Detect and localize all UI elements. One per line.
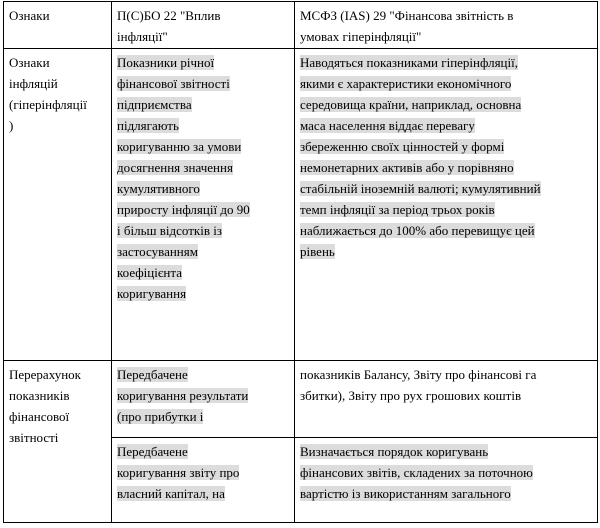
cell-text-line: Наводяться показниками гіперінфляції, [300, 55, 518, 70]
cell-text-line: приросту інфляції до 90 [117, 202, 250, 217]
cell-text-line: рівень [300, 244, 335, 259]
cell-text-line: якими є характеристики економічного [300, 76, 512, 91]
cell-text-line: коефіцієнта [117, 265, 182, 280]
cell-text-line: умовах гіперінфляції" [300, 29, 422, 44]
cell-text-line: МСФЗ (IAS) 29 "Фінансова звітність в [300, 8, 514, 23]
cell-text-line: маса населення віддає перевагу [300, 118, 475, 133]
cell-text-line: Перерахунок [9, 367, 81, 382]
cell-text-line: збитки), Звіту про рух грошових коштів [300, 388, 522, 403]
cell-text-line: показників [9, 388, 70, 403]
cell-text-line: інфляцій [9, 76, 58, 91]
cell-psbo-inflation-conditions [112, 49, 295, 361]
table-row [4, 49, 598, 361]
table-header-row [4, 2, 598, 49]
cell-text-line: підлягають [117, 118, 179, 133]
cell-text-line: немонетарних активів або у порівняно [300, 160, 514, 175]
cell-text-line: підприємства [117, 97, 192, 112]
cell-ias-adjustment-procedure [295, 438, 598, 523]
cell-text-line: інфляції" [117, 29, 168, 44]
cell-text-line: досягнення значення [117, 160, 233, 175]
cell-text-line: Передбачене [117, 444, 188, 459]
cell-text-line: Передбачене [117, 367, 188, 382]
cell-ias-hyperinflation-indicators [295, 49, 598, 361]
cell-text-line: темп інфляції за період трьох років [300, 202, 495, 217]
cell-text-line: кумулятивного [117, 181, 200, 196]
cell-text-line: Показники річної [117, 55, 215, 70]
cell-text-line: власний капітал, на [117, 486, 225, 501]
header-cell-signs [4, 2, 112, 49]
cell-text-line: показників Балансу, Звіту про фінансові га [300, 367, 537, 382]
cell-text-line: коригування звіту про [117, 465, 240, 480]
cell-text-line: фінансової звітності [117, 76, 230, 91]
cell-text-line: коригування [117, 286, 187, 301]
cell-restatement-label [4, 361, 112, 523]
cell-text-line: середовища країни, наприклад, основна [300, 97, 522, 112]
cell-text-line: ) [9, 118, 14, 133]
header-cell-psbo22 [112, 2, 295, 49]
cell-text-line: фінансової [9, 409, 70, 424]
cell-ias-balance-statements [295, 361, 598, 438]
cell-text-line: (гіперінфляції [9, 97, 87, 112]
cell-text-line: і більш відсотків із [117, 223, 222, 238]
cell-inflation-signs [4, 49, 112, 361]
cell-text-line: збереженню своїх цінностей у формі [300, 139, 505, 154]
cell-text-line: стабільній іноземній валюті; кумулятивний [300, 181, 541, 196]
table-row [4, 361, 598, 438]
cell-psbo-results-adjustment [112, 361, 295, 438]
cell-text-line: вартістю із використанням загального [300, 486, 511, 501]
cell-text-line: коригування результати [117, 388, 249, 403]
cell-text-line: застосуванням [117, 244, 198, 259]
cell-text-line: П(С)БО 22 "Вплив [117, 8, 221, 23]
comparison-table [3, 1, 598, 523]
cell-text-line: Ознаки [9, 8, 50, 23]
cell-text-line: наближається до 100% або перевищує цей [300, 223, 535, 238]
cell-text-line: фінансових звітів, складених за поточною [300, 465, 533, 480]
header-cell-ias29 [295, 2, 598, 49]
cell-text-line: звітності [9, 430, 59, 445]
cell-text-line: Визначається порядок коригувань [300, 444, 489, 459]
cell-text-line: (про прибутки і [117, 409, 204, 424]
cell-psbo-equity-adjustment [112, 438, 295, 523]
cell-text-line: коригуванню за умови [117, 139, 242, 154]
cell-text-line: Ознаки [9, 55, 50, 70]
